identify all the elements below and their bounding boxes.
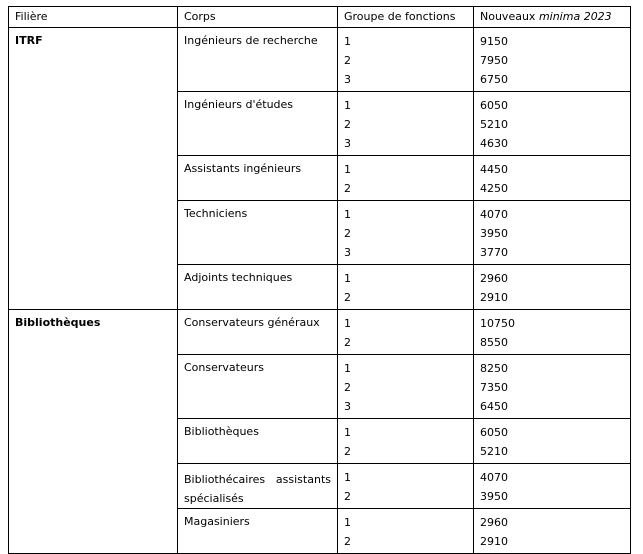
groupe-cell [338,28,474,92]
corps-cell [178,265,338,310]
table-row [9,28,631,92]
groupe-value: 2 [344,118,351,131]
groupe-cell [338,509,474,554]
groupe-value: 1 [344,516,351,529]
corps-label: Conservateurs [184,361,264,374]
groupe-cell [338,310,474,355]
groupe-cell [338,265,474,310]
groupe-value: 2 [344,227,351,240]
header-row [9,7,631,28]
groupe-value: 1 [344,272,351,285]
corps-label: Techniciens [184,207,248,220]
corps-label: Bibliothèques [184,425,259,438]
minima-table [8,6,631,554]
corps-cell [178,464,338,509]
header-corps: Corps [178,7,338,28]
groupe-value: 1 [344,317,351,330]
groupe-value: 2 [344,535,351,548]
groupe-value: 2 [344,336,351,349]
groupe-value: 1 [344,35,351,48]
minima-value: 3950 [480,227,508,240]
groupe-value: 2 [344,445,351,458]
minima-cell [474,355,631,419]
corps-label: Magasiniers [184,515,250,528]
corps-cell [178,509,338,554]
corps-cell [178,201,338,265]
header-nouveaux-prefix: Nouveaux [480,10,539,23]
groupe-value: 1 [344,208,351,221]
corps-label: Ingénieurs d'études [184,98,294,111]
minima-cell [474,509,631,554]
groupe-value: 1 [344,426,351,439]
groupe-value: 3 [344,400,351,413]
groupe-value: 1 [344,362,351,375]
groupe-cell [338,355,474,419]
groupe-cell [338,156,474,201]
minima-value: 4070 [480,471,508,484]
minima-cell [474,419,631,464]
minima-value: 5210 [480,118,508,131]
minima-value: 6050 [480,426,508,439]
corps-cell [178,419,338,464]
minima-value: 5210 [480,445,508,458]
minima-value: 2910 [480,535,508,548]
groupe-cell [338,464,474,509]
corps-label: Assistants ingénieurs [184,162,302,175]
header-nouveaux-minima [474,7,631,28]
minima-value: 4630 [480,137,508,150]
corps-label: Conservateurs généraux [184,316,320,329]
minima-value: 8550 [480,336,508,349]
header-filiere: Filière [9,7,178,28]
minima-value: 3950 [480,490,508,503]
corps-cell [178,156,338,201]
table-row [9,310,631,355]
minima-value: 7350 [480,381,508,394]
groupe-cell [338,201,474,265]
header-groupe: Groupe de fonctions [338,7,474,28]
corps-label: Adjoints techniques [184,271,293,284]
groupe-value: 2 [344,182,351,195]
minima-value: 10750 [480,317,515,330]
groupe-value: 2 [344,381,351,394]
corps-label: Ingénieurs de recherche [184,34,318,47]
groupe-value: 2 [344,490,351,503]
filiere-cell: ITRF [9,28,178,310]
filiere-cell: Bibliothèques [9,310,178,554]
minima-cell [474,92,631,156]
corps-cell [178,92,338,156]
minima-value: 6450 [480,400,508,413]
minima-cell [474,310,631,355]
groupe-value: 1 [344,163,351,176]
minima-value: 6050 [480,99,508,112]
groupe-cell [338,419,474,464]
table-body [9,28,631,554]
groupe-value: 1 [344,471,351,484]
minima-cell [474,464,631,509]
corps-cell [178,355,338,419]
minima-value: 2960 [480,516,508,529]
minima-cell [474,28,631,92]
corps-cell [178,310,338,355]
minima-value: 2960 [480,272,508,285]
groupe-cell [338,92,474,156]
minima-value: 4450 [480,163,508,176]
minima-value: 4250 [480,182,508,195]
minima-value: 9150 [480,35,508,48]
corps-label: Bibliothécaires assistants spécialisés [184,473,331,505]
minima-value: 8250 [480,362,508,375]
corps-cell [178,28,338,92]
minima-value: 7950 [480,54,508,67]
minima-value: 6750 [480,73,508,86]
minima-value: 3770 [480,246,508,259]
groupe-value: 2 [344,291,351,304]
groupe-value: 2 [344,54,351,67]
minima-cell [474,265,631,310]
groupe-value: 1 [344,99,351,112]
groupe-value: 3 [344,246,351,259]
minima-value: 2910 [480,291,508,304]
groupe-value: 3 [344,73,351,86]
minima-cell [474,156,631,201]
minima-value: 4070 [480,208,508,221]
groupe-value: 3 [344,137,351,150]
header-minima-italic: minima 2023 [538,10,612,23]
minima-cell [474,201,631,265]
